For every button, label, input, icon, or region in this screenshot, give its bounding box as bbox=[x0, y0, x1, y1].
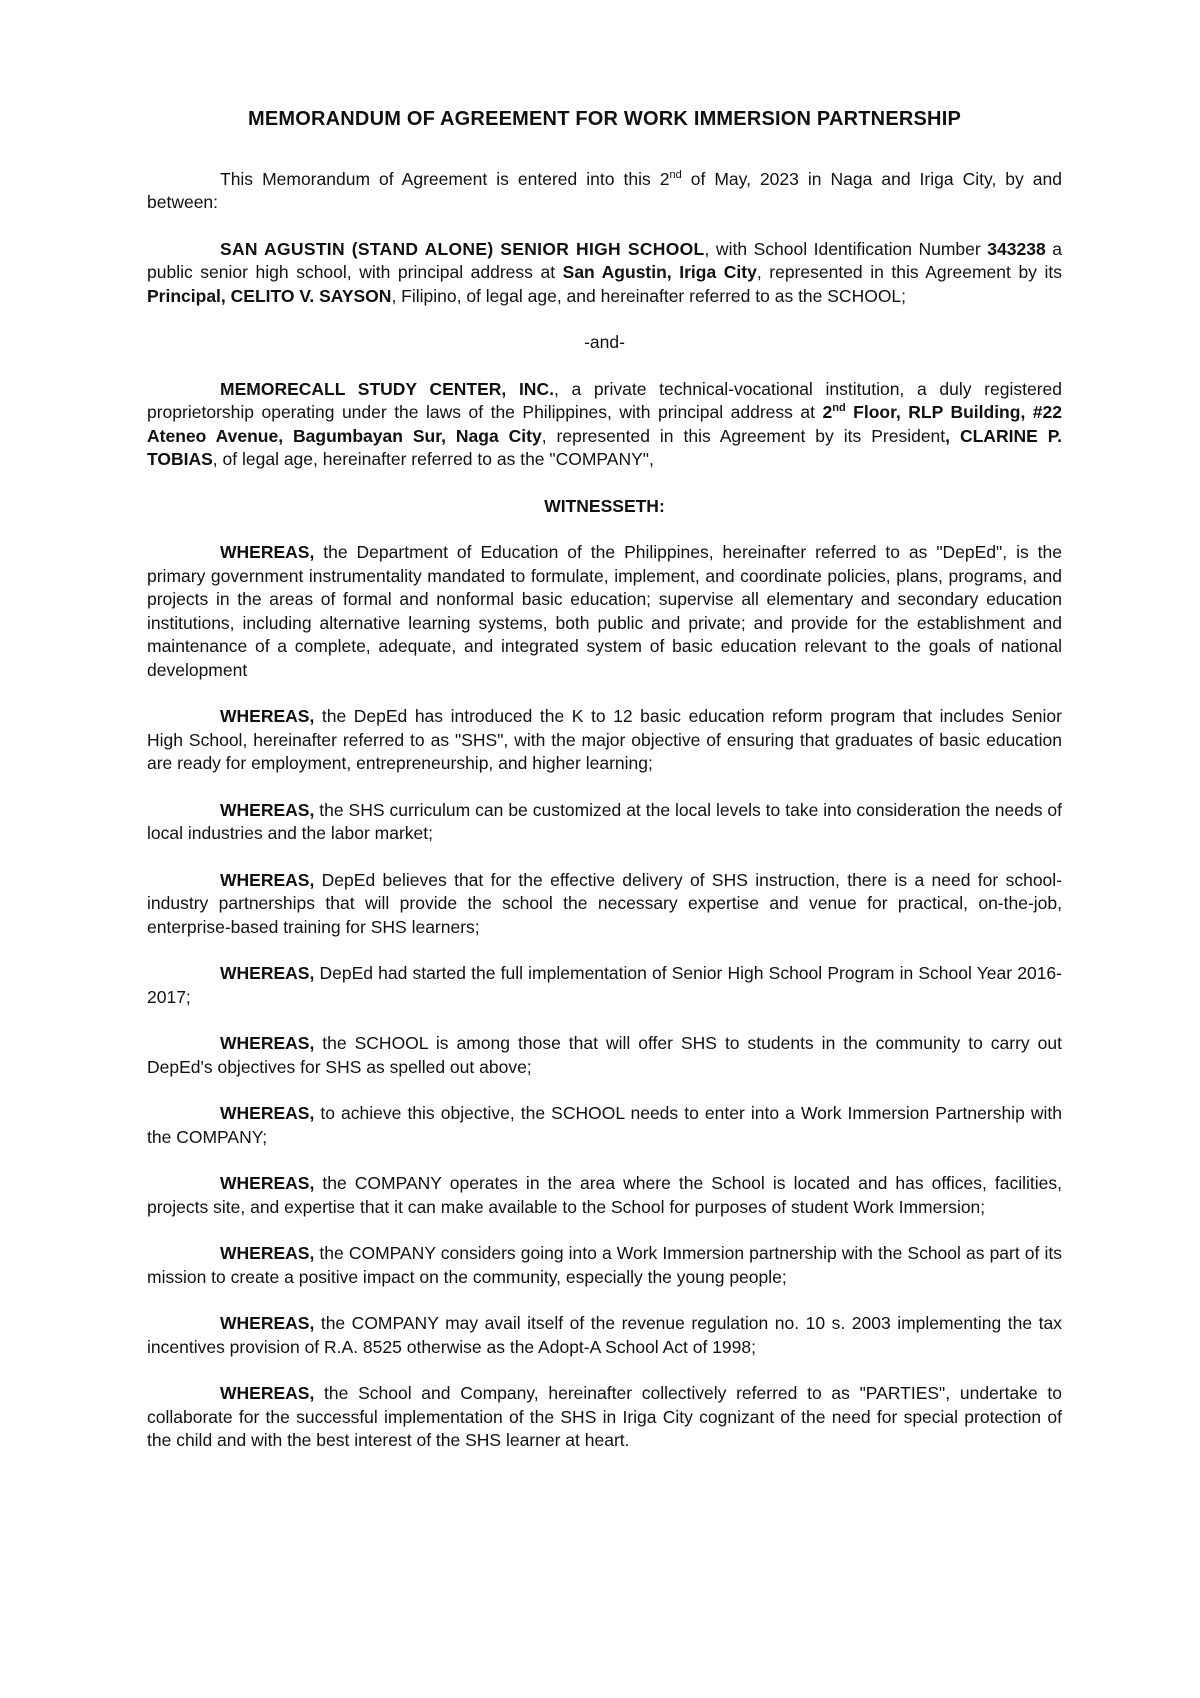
whereas-clause bbox=[147, 541, 1062, 682]
intro-text-1: This Memorandum of Agreement is entered into this 2 bbox=[220, 168, 670, 189]
intro-date-suffix: nd bbox=[669, 168, 682, 181]
school-name: SAN AGUSTIN (STAND ALONE) SENIOR HIGH SCHOOL bbox=[220, 238, 705, 259]
intro-text-2: of May, 2023 in Naga and Iriga City, by and between: bbox=[147, 168, 1062, 212]
whereas-clause bbox=[147, 705, 1062, 776]
whereas-label: WHEREAS, bbox=[220, 706, 315, 726]
document-title: MEMORANDUM OF AGREEMENT FOR WORK IMMERSION PARTNERSHIP bbox=[247, 108, 961, 130]
company-text-3: , of legal age, hereinafter referred to as the "COMPANY", bbox=[212, 449, 654, 469]
company-paragraph bbox=[147, 378, 1062, 472]
whereas-clause bbox=[147, 1032, 1062, 1079]
school-text-3: , represented in this Agreement by its bbox=[756, 262, 1062, 282]
company-text-2: , represented in this Agreement by its President bbox=[541, 425, 946, 446]
company-address-suffix: nd bbox=[832, 402, 846, 414]
whereas-label: WHEREAS, bbox=[220, 1173, 315, 1193]
whereas-clause bbox=[147, 1242, 1062, 1289]
whereas-text: the Department of Education of the Philippines, hereinafter referred to as "DepEd", is the primary government instrumentality mandated to formulate, implement, and coordinate policies, plans, programs, and projects in the areas of formal and nonformal basic education; supervise all elementary and secondary education institutions, including alternative learning systems, both public and private; and provide for the establishment and maintenance of a complete, adequate, and integrated system of basic education relevant to the goals of national development bbox=[147, 542, 1062, 680]
whereas-text: DepEd believes that for the effective delivery of SHS instruction, there is a need for school-industry partnerships that will provide the school the necessary expertise and venue for practical, on-the-job, enterprise-based training for SHS learners; bbox=[147, 869, 1062, 937]
whereas-text: the DepEd has introduced the K to 12 basic education reform program that includes Senior High School, hereinafter referred to as "SHS", with the major objective of ensuring that graduates of basic education are ready for employment, entrepreneurship, and higher learning; bbox=[147, 706, 1062, 773]
whereas-clause bbox=[147, 1102, 1062, 1149]
school-text-2: a public senior high school, with principal address at bbox=[147, 238, 1062, 282]
whereas-clause bbox=[147, 962, 1062, 1009]
whereas-clause bbox=[147, 1382, 1062, 1453]
whereas-label: WHEREAS, bbox=[220, 963, 315, 983]
whereas-text: the School and Company, hereinafter collectively referred to as "PARTIES", undertake to collaborate for the successful implementation of the SHS in Iriga City cognizant of the need for special protection of the child and with the best interest of the SHS learner at heart. bbox=[147, 1383, 1062, 1450]
whereas-clause bbox=[147, 1312, 1062, 1359]
school-text-4: , Filipino, of legal age, and hereinafter referred to as the SCHOOL; bbox=[391, 285, 907, 306]
whereas-text: the COMPANY considers going into a Work Immersion partnership with the School as part of its mission to create a positive impact on the community, especially the young people; bbox=[147, 1243, 1062, 1287]
company-text-1: , a private technical-vocational institution, a duly registered proprietorship operating under the laws of the Philippines, with principal address at bbox=[147, 378, 1062, 422]
document-page bbox=[147, 108, 1062, 1476]
whereas-label: WHEREAS, bbox=[220, 799, 315, 820]
whereas-text: DepEd had started the full implementation of Senior High School Program in School Year 2016-2017; bbox=[147, 963, 1062, 1007]
whereas-label: WHEREAS, bbox=[220, 1033, 315, 1053]
intro-paragraph bbox=[147, 168, 1062, 215]
whereas-text: the COMPANY may avail itself of the revenue regulation no. 10 s. 2003 implementing the tax incentives provision of R.A. 8525 otherwise as the Adopt-A School Act of 1998; bbox=[147, 1313, 1062, 1357]
whereas-clause bbox=[147, 1172, 1062, 1219]
company-address-2: Floor, RLP Building, #22 Ateneo Avenue, Bagumbayan Sur, Naga City bbox=[147, 402, 1062, 446]
whereas-label: WHEREAS, bbox=[220, 869, 315, 890]
witnesseth-heading: WITNESSETH: bbox=[544, 495, 665, 516]
school-address: San Agustin, Iriga City bbox=[562, 262, 757, 282]
whereas-text: the COMPANY operates in the area where the School is located and has offices, facilities, projects site, and expertise that it can make available to the School for purposes of student Work Immersion; bbox=[147, 1173, 1062, 1217]
whereas-label: WHEREAS, bbox=[220, 542, 315, 562]
whereas-label: WHEREAS, bbox=[220, 1313, 315, 1333]
school-id: 343238 bbox=[987, 238, 1046, 259]
whereas-label: WHEREAS, bbox=[220, 1383, 315, 1403]
and-separator: -and- bbox=[584, 332, 625, 352]
whereas-label: WHEREAS, bbox=[220, 1243, 315, 1263]
school-representative: Principal, CELITO V. SAYSON bbox=[147, 285, 392, 306]
company-name: MEMORECALL STUDY CENTER, INC. bbox=[220, 378, 554, 399]
company-address-1: 2 bbox=[822, 402, 833, 422]
whereas-text: to achieve this objective, the SCHOOL needs to enter into a Work Immersion Partnership with the COMPANY; bbox=[147, 1103, 1062, 1147]
company-representative: , CLARINE P. TOBIAS bbox=[147, 425, 1063, 469]
whereas-text: the SCHOOL is among those that will offer SHS to students in the community to carry out DepEd's objectives for SHS as spelled out above; bbox=[147, 1033, 1062, 1077]
whereas-text: the SHS curriculum can be customized at the local levels to take into consideration the needs of local industries and the labor market; bbox=[147, 799, 1062, 843]
school-paragraph bbox=[147, 238, 1062, 309]
whereas-clause bbox=[147, 799, 1062, 846]
whereas-clause bbox=[147, 869, 1062, 940]
school-text-1: , with School Identification Number bbox=[704, 238, 988, 259]
whereas-label: WHEREAS, bbox=[220, 1103, 315, 1123]
